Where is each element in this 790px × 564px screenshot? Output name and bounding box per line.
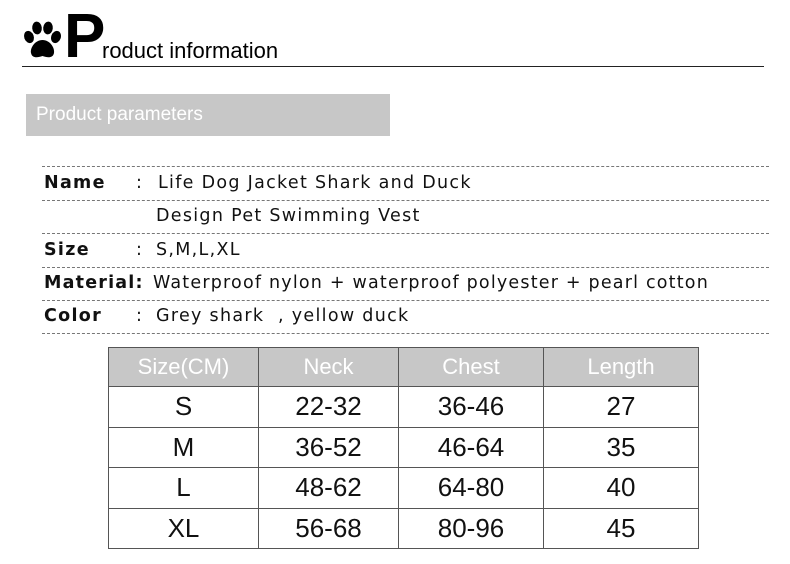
spec-label: Color [44,306,103,326]
table-cell: M [109,427,259,468]
page-title: roduct information [102,38,279,63]
spec-colon: : [136,306,144,326]
spec-label: Name [44,173,106,193]
table-cell: 45 [544,508,699,549]
table-cell: 64-80 [399,468,544,509]
table-row [109,387,699,428]
spec-label: Size [44,240,90,260]
table-cell: 22-32 [259,387,399,428]
table-cell: 80-96 [399,508,544,549]
spec-value: S,M,L,XL [156,240,241,260]
spec-value: Design Pet Swimming Vest [156,206,421,226]
spec-value: Grey shark , yellow duck [156,306,410,326]
divider [42,267,769,268]
table-cell: 56-68 [259,508,399,549]
table-header-row [109,348,699,387]
logo-letter: P [64,2,106,71]
header-divider [22,66,764,67]
divider [42,300,769,301]
paw-icon [22,20,62,62]
table-cell: 46-64 [399,427,544,468]
table-cell: S [109,387,259,428]
spec-label: Material: [44,273,144,293]
spec-value: Waterproof nylon + waterproof polyester + pearl cotton [153,273,709,293]
divider [42,200,769,201]
table-cell: 40 [544,468,699,509]
divider [42,166,769,167]
table-row [109,468,699,509]
table-row [109,427,699,468]
size-table [108,347,699,549]
table-row [109,508,699,549]
table-cell: 36-46 [399,387,544,428]
table-cell: 27 [544,387,699,428]
table-cell: 48-62 [259,468,399,509]
column-header: Size(CM) [109,348,259,387]
spec-value: Life Dog Jacket Shark and Duck [158,173,472,193]
section-title: Product parameters [26,94,390,136]
table-cell: XL [109,508,259,549]
table-cell: L [109,468,259,509]
column-header: Chest [399,348,544,387]
table-cell: 36-52 [259,427,399,468]
spec-colon: : [136,173,144,193]
page-header [22,2,764,71]
column-header: Length [544,348,699,387]
divider [42,333,769,334]
spec-colon: : [136,240,144,260]
column-header: Neck [259,348,399,387]
table-cell: 35 [544,427,699,468]
divider [42,233,769,234]
